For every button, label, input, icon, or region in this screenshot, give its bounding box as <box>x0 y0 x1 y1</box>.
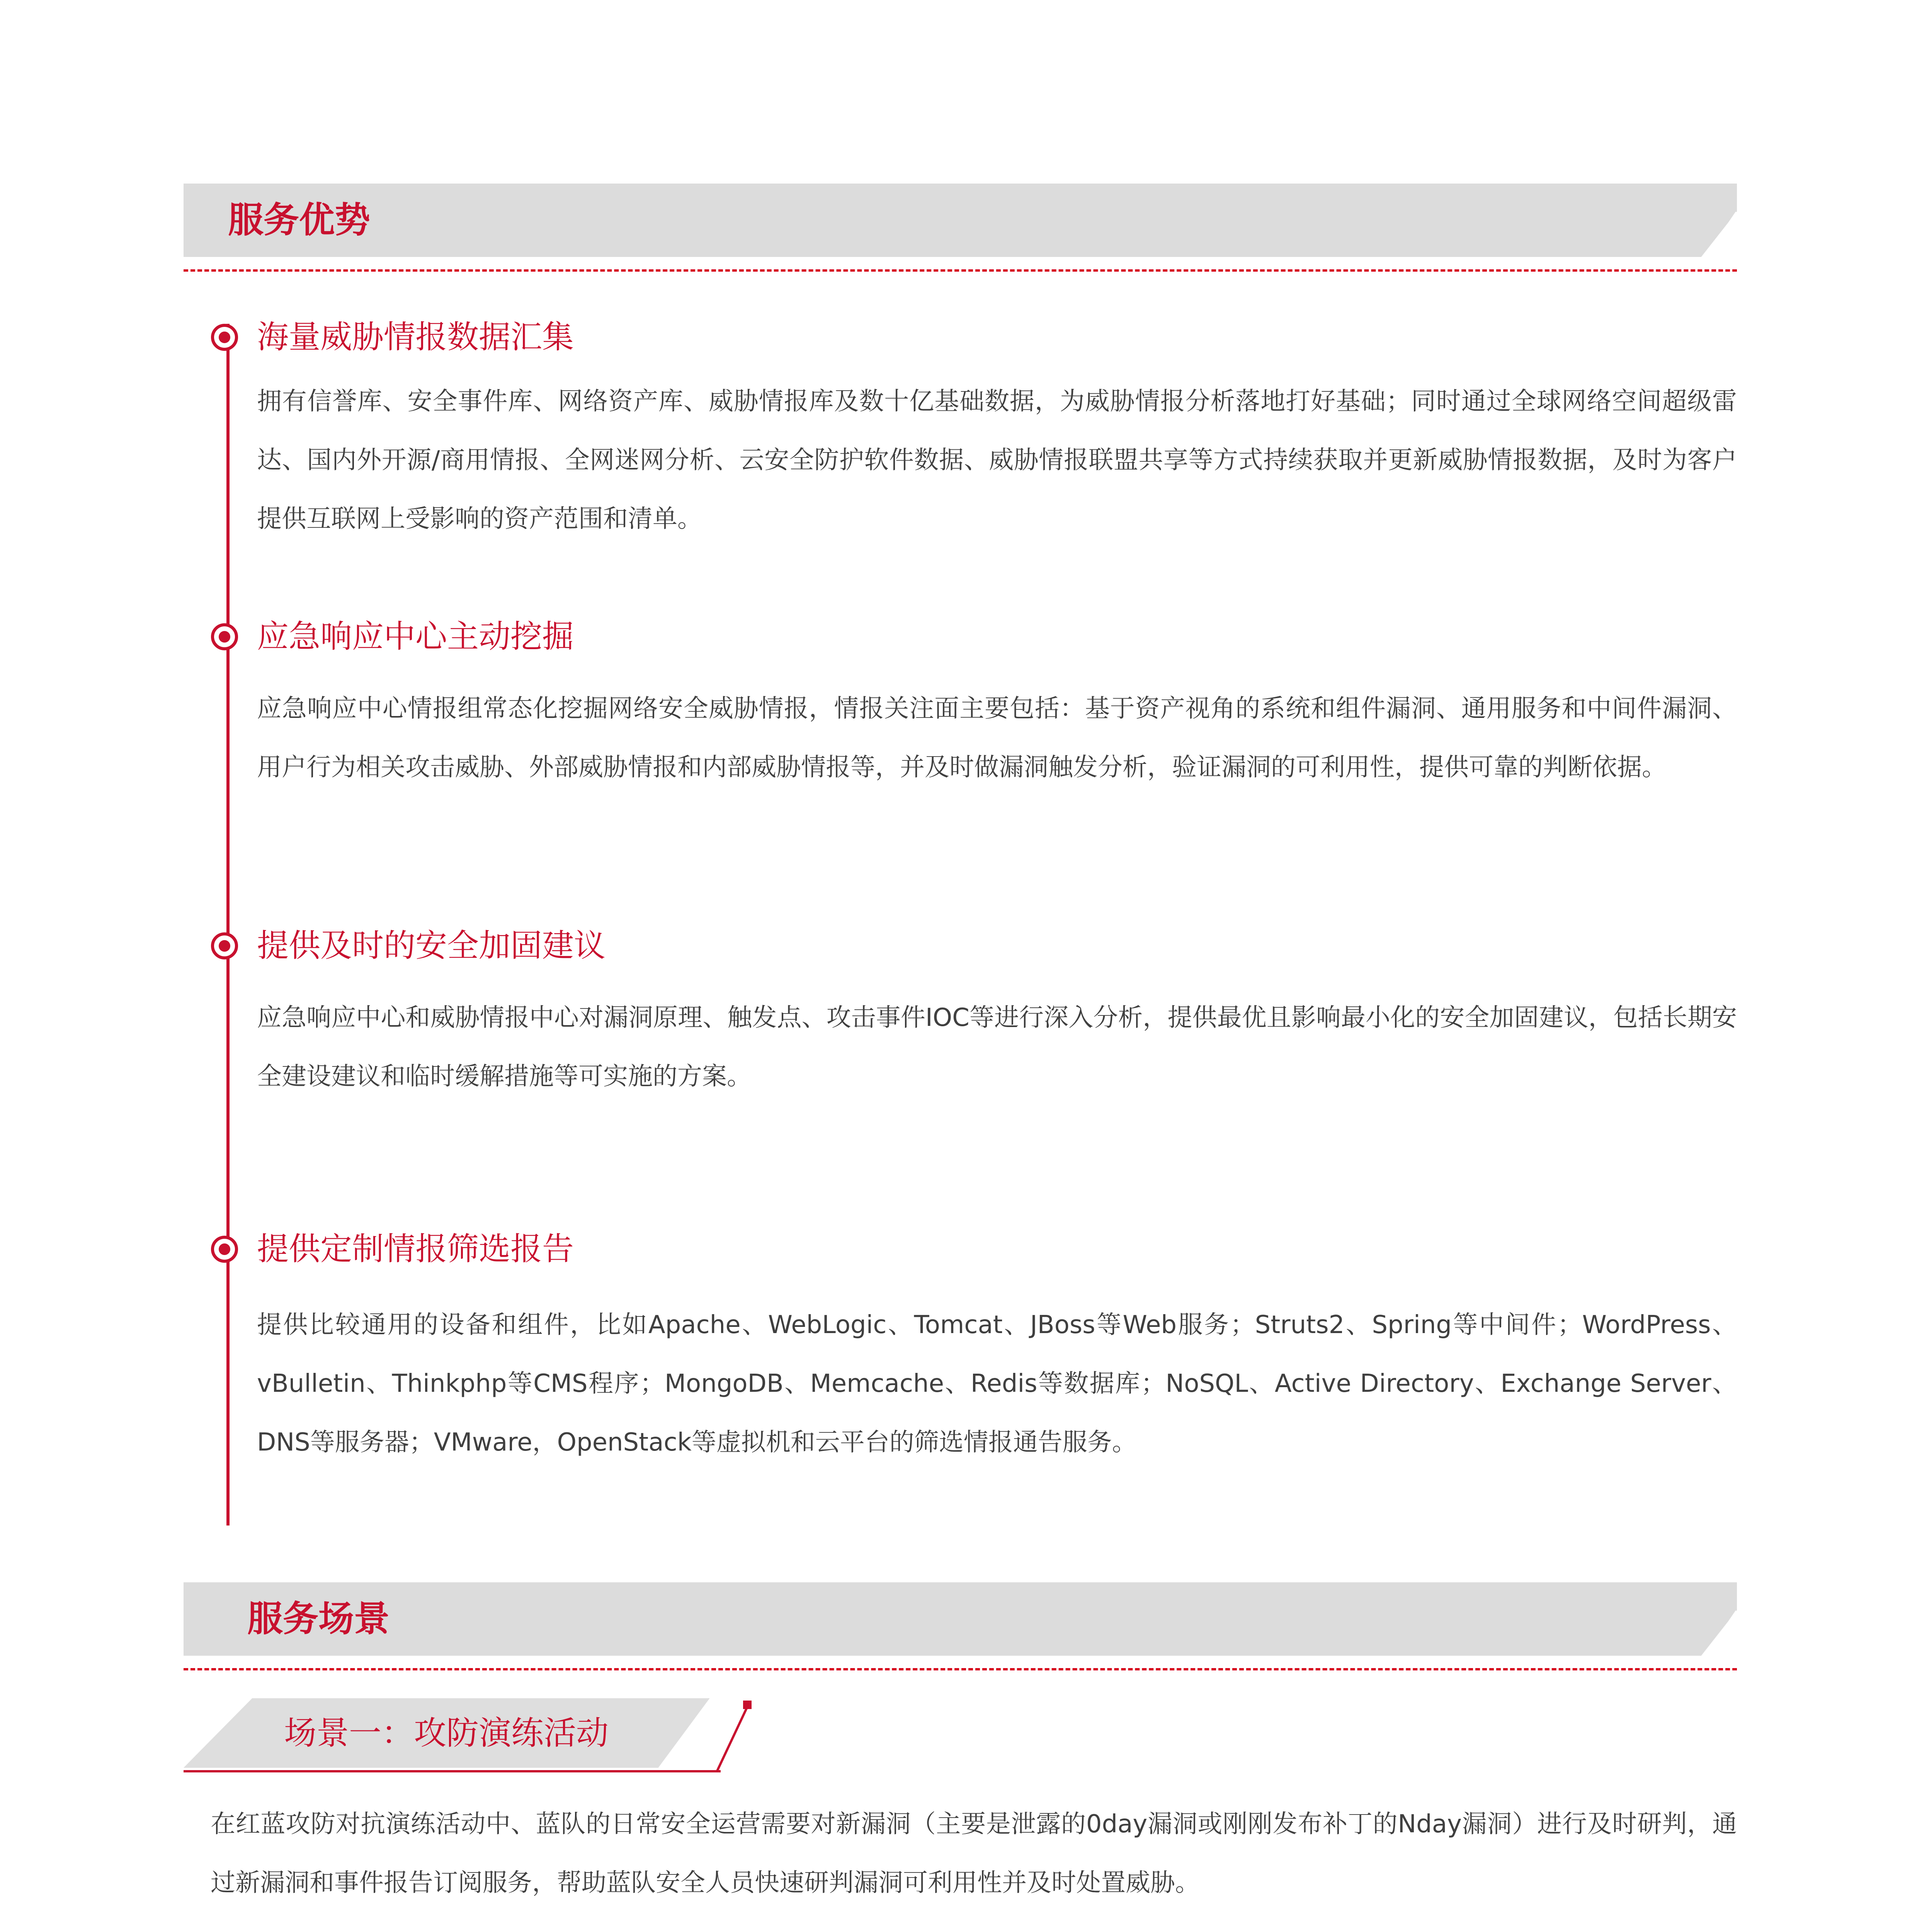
advantage-text-1: 拥有信誉库、安全事件库、网络资产库、威胁情报库及数十亿基础数据，为威胁情报分析落地打好基础；同时通过全球网络空间超级雷达、国内外开源/商用情报、全网迷网分析、云安全防护软件数据、威胁情报联盟共享等方式持续获取并更新威胁情报数据，及时为客户提供互联网上受影响的资产范围和清单。 <box>257 387 1737 533</box>
advantage-title-2: 应急响应中心主动挖掘 <box>257 618 574 655</box>
advantage-title-1: 海量威胁情报数据汇集 <box>257 319 574 355</box>
section-header-band-scenarios <box>184 1582 1737 1656</box>
scene-text-1: 在红蓝攻防对抗演练活动中、蓝队的日常安全运营需要对新漏洞（主要是泄露的0day漏洞或刚刚发布补丁的Nday漏洞）进行及时研判，通过新漏洞和事件报告订阅服务，帮助蓝队安全人员快速研判漏洞可利用性并及时处置威胁。 <box>211 1810 1737 1897</box>
advantage-text-4: 提供比较通用的设备和组件，比如Apache、WebLogic、Tomcat、JBoss等Web服务；Struts2、Spring等中间件；WordPress、vBulletin、Thinkphp等CMS程序；MongoDB、Memcache、Redis等数据库；NoSQL、Active Directory、Exchange Server、DNS等服务器；VMware，OpenStack等虚拟机和云平台的筛选情报通告服务。 <box>257 1311 1737 1457</box>
section-divider <box>184 1668 1737 1670</box>
advantage-text-2: 应急响应中心情报组常态化挖掘网络安全威胁情报，情报关注面主要包括：基于资产视角的系统和组件漏洞、通用服务和中间件漏洞、用户行为相关攻击威胁、外部威胁情报和内部威胁情报等，并及时做漏洞触发分析，验证漏洞的可利用性，提供可靠的判断依据。 <box>257 694 1737 782</box>
target-bullet-icon <box>211 1236 238 1263</box>
target-bullet-icon <box>211 932 238 959</box>
scene-title-1: 场景一：攻防演练活动 <box>284 1714 609 1752</box>
scene-label-1 <box>184 1698 755 1772</box>
header-slash-decoration <box>1692 182 1743 259</box>
timeline-line <box>226 324 230 1526</box>
section-title-advantages: 服务优势 <box>228 199 371 241</box>
advantage-title-4: 提供定制情报筛选报告 <box>257 1231 574 1267</box>
advantage-title-3: 提供及时的安全加固建议 <box>257 927 606 964</box>
section-title-scenarios: 服务场景 <box>247 1598 390 1639</box>
section-divider <box>184 269 1737 272</box>
section-header-band-advantages <box>184 184 1737 257</box>
advantage-text-3: 应急响应中心和威胁情报中心对漏洞原理、触发点、攻击事件IOC等进行深入分析，提供最优且影响最小化的安全加固建议，包括长期安全建设建议和临时缓解措施等可实施的方案。 <box>257 1003 1737 1091</box>
target-bullet-icon <box>211 623 238 650</box>
target-bullet-icon <box>211 324 238 351</box>
header-slash-decoration <box>1692 1580 1743 1658</box>
